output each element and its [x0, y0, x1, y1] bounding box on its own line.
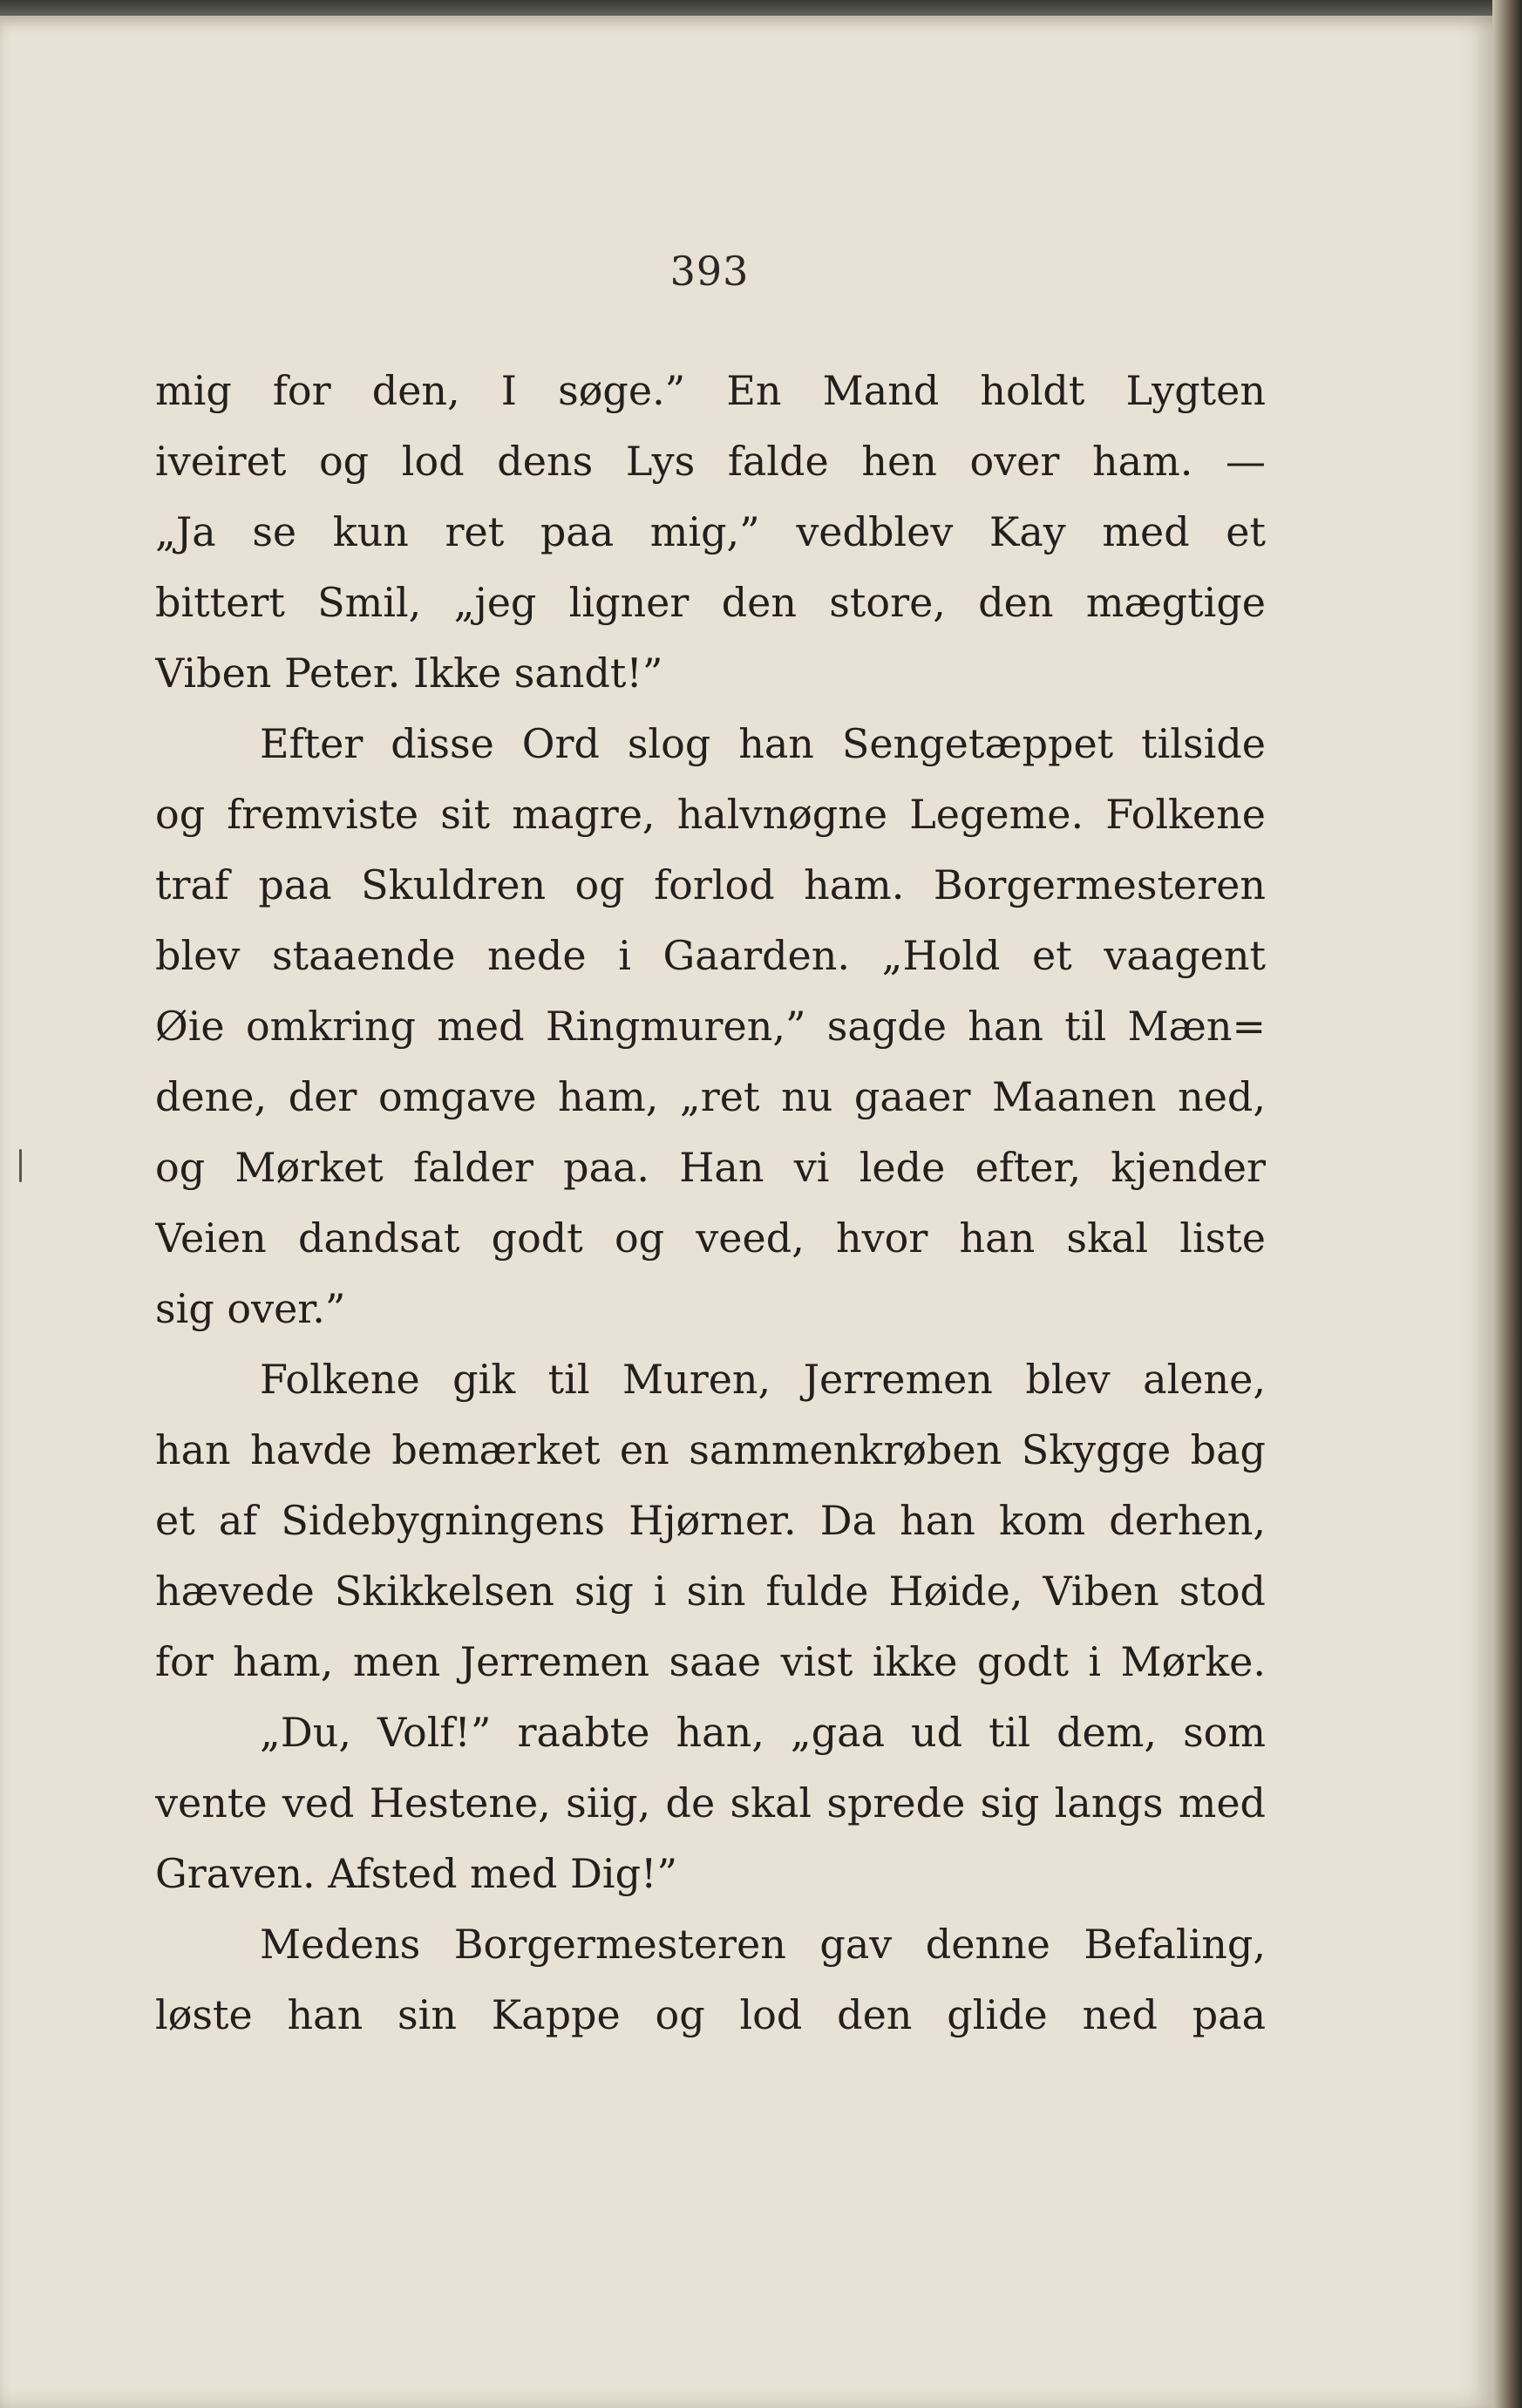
text-line: blev staaende nede i Gaarden. „Hold et vaagent [155, 932, 1266, 979]
page-number: 393 [669, 248, 750, 295]
paper-speck [19, 1149, 22, 1182]
text-line: Øie omkring med Ringmuren,” sagde han til Mæn= [155, 1003, 1266, 1050]
text-line: „Ja se kun ret paa mig,” vedblev Kay med et [155, 508, 1266, 555]
text-line: vente ved Hestene, siig, de skal sprede sig langs med [155, 1779, 1266, 1826]
book-page [0, 16, 1498, 2408]
text-line: Veien dandsat godt og veed, hvor han skal liste [155, 1214, 1266, 1262]
text-line: sig over.” [155, 1285, 346, 1332]
text-line: og Mørket falder paa. Han vi lede efter, kjender [155, 1144, 1266, 1191]
text-line: Folkene gik til Muren, Jerremen blev alene, [260, 1356, 1266, 1403]
book-binding-edge [1492, 0, 1522, 2408]
text-line: et af Sidebygningens Hjørner. Da han kom derhen, [155, 1497, 1266, 1544]
text-line: Graven. Afsted med Dig!” [155, 1850, 678, 1897]
text-line: og fremviste sit magre, halvnøgne Legeme. Folkene [155, 791, 1266, 838]
text-line: traf paa Skuldren og forlod ham. Borgermesteren [155, 861, 1266, 908]
text-line: iveiret og lod dens Lys falde hen over ham. — [155, 438, 1266, 485]
text-line: for ham, men Jerremen saae vist ikke godt i Mørke. [155, 1638, 1266, 1685]
text-line: Efter disse Ord slog han Sengetæppet tilside [260, 720, 1266, 767]
text-line: Viben Peter. Ikke sandt!” [155, 650, 663, 697]
text-line: Medens Borgermesteren gav denne Befaling, [260, 1921, 1266, 1968]
text-line: hævede Skikkelsen sig i sin fulde Høide, Viben stod [155, 1568, 1266, 1615]
text-line: han havde bemærket en sammenkrøben Skygge bag [155, 1426, 1266, 1473]
text-line: dene, der omgave ham, „ret nu gaaer Maanen ned, [155, 1073, 1266, 1120]
text-line: løste han sin Kappe og lod den glide ned paa [155, 1991, 1266, 2038]
text-line: mig for den, I søge.” En Mand holdt Lygten [155, 367, 1266, 414]
body-text [155, 356, 1266, 2051]
text-line: bittert Smil, „jeg ligner den store, den mægtige [155, 579, 1266, 626]
text-line: „Du, Volf!” raabte han, „gaa ud til dem, som [260, 1709, 1266, 1756]
